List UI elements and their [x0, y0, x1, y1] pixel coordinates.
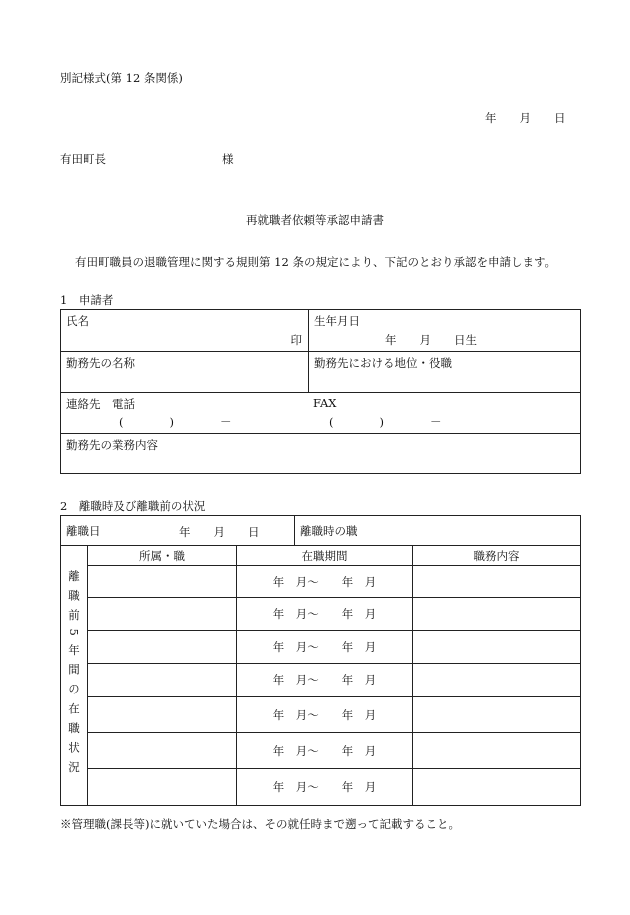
- table-row: [61, 598, 581, 631]
- date-line: 年 月 日: [485, 111, 566, 125]
- duties-cell[interactable]: [413, 664, 581, 697]
- applicant-table: [60, 309, 581, 474]
- phone-format: ( ) －: [119, 415, 232, 429]
- retire-date-label: 離職日: [66, 523, 101, 538]
- col-header-period: 在職期間: [237, 546, 413, 566]
- dept-cell[interactable]: [88, 664, 237, 697]
- dept-cell[interactable]: [88, 566, 237, 598]
- dept-cell[interactable]: [88, 769, 237, 806]
- section2-heading: 2 離職時及び離職前の状況: [60, 499, 206, 513]
- duties-cell[interactable]: [413, 733, 581, 769]
- section1-heading: 1 申請者: [60, 293, 114, 307]
- period-cell[interactable]: 年 月～ 年 月: [237, 664, 413, 697]
- position-label: 勤務先における地位・役職: [314, 356, 452, 370]
- addressee: 有田町長: [60, 152, 106, 166]
- birth-label: 生年月日: [314, 314, 360, 328]
- dept-cell[interactable]: [88, 631, 237, 664]
- period-cell[interactable]: 年 月～ 年 月: [237, 697, 413, 733]
- business-cell[interactable]: [61, 434, 581, 474]
- dept-cell[interactable]: [88, 733, 237, 769]
- retire-post-cell[interactable]: [295, 516, 581, 546]
- duties-cell[interactable]: [413, 697, 581, 733]
- table-row: [61, 566, 581, 598]
- duties-cell[interactable]: [413, 598, 581, 631]
- period-cell[interactable]: 年 月～ 年 月: [237, 733, 413, 769]
- business-label: 勤務先の業務内容: [66, 438, 158, 452]
- retire-date-cell[interactable]: [61, 516, 295, 546]
- period-cell[interactable]: 年 月～ 年 月: [237, 631, 413, 664]
- period-cell[interactable]: 年 月～ 年 月: [237, 598, 413, 631]
- employer-cell[interactable]: [61, 352, 309, 393]
- honorific: 様: [222, 152, 234, 166]
- intro-text: 有田町職員の退職管理に関する規則第 12 条の規定により、下記のとおり承認を申請します。: [75, 255, 557, 269]
- birth-cell[interactable]: [309, 310, 581, 352]
- employer-label: 勤務先の名称: [66, 356, 135, 370]
- contact-label: 連絡先 電話: [66, 397, 135, 411]
- period-cell[interactable]: 年 月～ 年 月: [237, 769, 413, 806]
- footnote: ※管理職(課長等)に就いていた場合は、その就任時まで遡って記載すること。: [60, 817, 460, 831]
- position-cell[interactable]: [309, 352, 581, 393]
- dept-cell[interactable]: [88, 598, 237, 631]
- dept-cell[interactable]: [88, 697, 237, 733]
- document-title: 再就職者依頼等承認申請書: [246, 213, 384, 227]
- retire-post-label: 離職時の職: [300, 523, 358, 538]
- table-row: [61, 664, 581, 697]
- prior-5-years-vertical-label: 離職前5年間の在職状況: [61, 546, 88, 806]
- retire-date-format: 年 月 日: [179, 525, 260, 539]
- contact-cell[interactable]: [61, 393, 581, 434]
- table-row: [61, 769, 581, 806]
- period-cell[interactable]: 年 月～ 年 月: [237, 566, 413, 598]
- birth-date-format: 年 月 日生: [385, 333, 477, 347]
- duties-cell[interactable]: [413, 566, 581, 598]
- fax-format: ( ) －: [329, 415, 442, 429]
- duties-cell[interactable]: [413, 631, 581, 664]
- fax-label: FAX: [313, 396, 337, 410]
- table-row: [61, 631, 581, 664]
- seal-mark: 印: [290, 333, 302, 347]
- form-reference: 別記様式(第 12 条関係): [60, 71, 183, 85]
- employment-table: [60, 515, 581, 806]
- col-header-duties: 職務内容: [413, 546, 581, 566]
- duties-cell[interactable]: [413, 769, 581, 806]
- name-cell[interactable]: [61, 310, 309, 352]
- table-row: [61, 733, 581, 769]
- name-label: 氏名: [66, 314, 89, 328]
- table-row: [61, 697, 581, 733]
- col-header-dept: 所属・職: [88, 546, 237, 566]
